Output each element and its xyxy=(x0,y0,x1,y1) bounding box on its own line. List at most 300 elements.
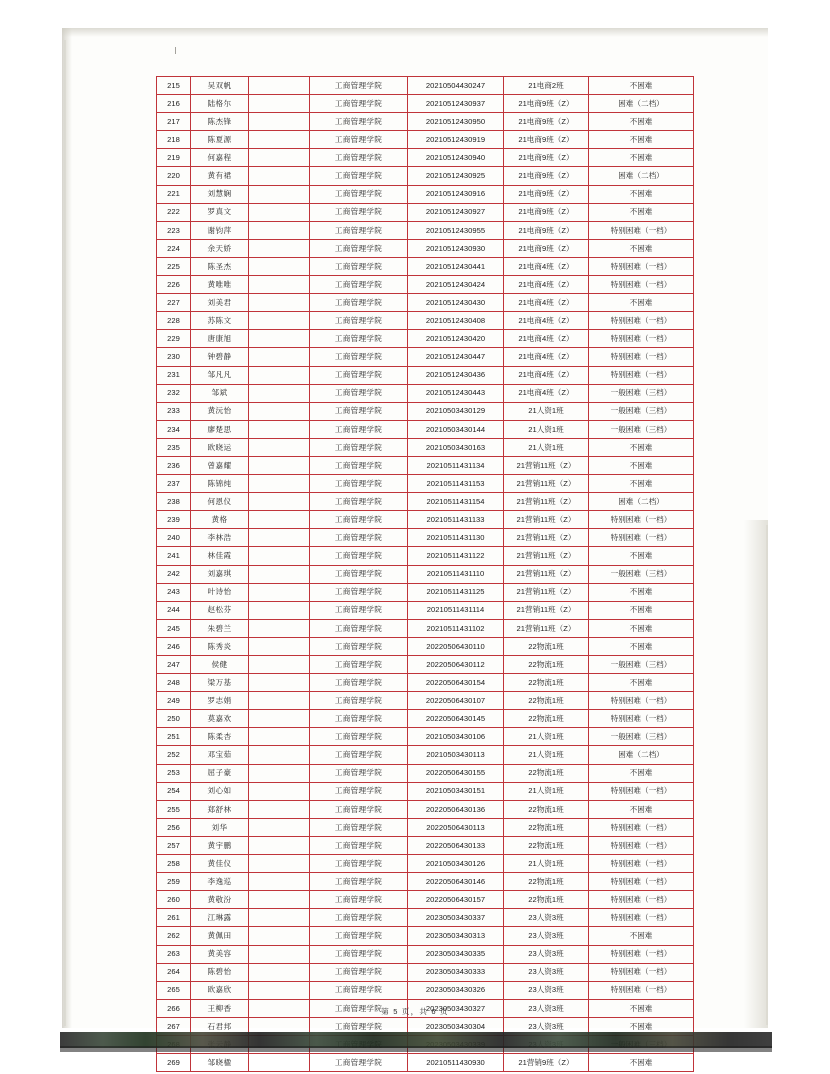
cell-department: 工商管理学院 xyxy=(310,294,408,312)
cell-blank xyxy=(249,583,310,601)
cell-department: 工商管理学院 xyxy=(310,402,408,420)
cell-class: 23人资3班 xyxy=(504,1017,589,1035)
cell-level: 困难（二档） xyxy=(589,493,694,511)
cell-name: 陈夏源 xyxy=(191,131,249,149)
table-row xyxy=(157,294,694,312)
cell-department: 工商管理学院 xyxy=(310,800,408,818)
cell-class: 22物流1班 xyxy=(504,764,589,782)
cell-name: 李逸巡 xyxy=(191,873,249,891)
cell-name: 陈圣杰 xyxy=(191,257,249,275)
cell-class: 21电商4班（Z） xyxy=(504,366,589,384)
cell-department: 工商管理学院 xyxy=(310,963,408,981)
cell-name: 黄宇鹏 xyxy=(191,836,249,854)
cell-department: 工商管理学院 xyxy=(310,203,408,221)
cell-class: 22物流1班 xyxy=(504,637,589,655)
cell-class: 23人资3班 xyxy=(504,981,589,999)
cell-blank xyxy=(249,239,310,257)
cell-index: 263 xyxy=(157,945,191,963)
cell-class: 21电商9班（Z） xyxy=(504,113,589,131)
cell-name: 苏陈文 xyxy=(191,312,249,330)
cell-blank xyxy=(249,185,310,203)
cell-department: 工商管理学院 xyxy=(310,692,408,710)
cell-department: 工商管理学院 xyxy=(310,619,408,637)
cell-index: 224 xyxy=(157,239,191,257)
cell-blank xyxy=(249,276,310,294)
cell-blank xyxy=(249,203,310,221)
cell-student-id: 20210512430424 xyxy=(408,276,504,294)
cell-level: 特别困难（一档） xyxy=(589,330,694,348)
cell-level: 特别困难（一档） xyxy=(589,782,694,800)
cell-student-id: 20220506430107 xyxy=(408,692,504,710)
table-row xyxy=(157,131,694,149)
cell-class: 21电商4班（Z） xyxy=(504,330,589,348)
cell-student-id: 20210511431133 xyxy=(408,511,504,529)
cell-department: 工商管理学院 xyxy=(310,95,408,113)
cell-level: 特别困难（一档） xyxy=(589,909,694,927)
cell-index: 215 xyxy=(157,77,191,95)
cell-department: 工商管理学院 xyxy=(310,746,408,764)
cell-name: 江琳露 xyxy=(191,909,249,927)
cell-blank xyxy=(249,746,310,764)
cell-blank xyxy=(249,131,310,149)
cell-blank xyxy=(249,619,310,637)
cell-name: 唐康旭 xyxy=(191,330,249,348)
cell-department: 工商管理学院 xyxy=(310,728,408,746)
table-row xyxy=(157,873,694,891)
cell-blank xyxy=(249,402,310,420)
cell-name: 王柳香 xyxy=(191,999,249,1017)
cell-department: 工商管理学院 xyxy=(310,836,408,854)
cell-level: 特别困难（一档） xyxy=(589,366,694,384)
cell-blank xyxy=(249,764,310,782)
cell-class: 21营销11班（Z） xyxy=(504,565,589,583)
cell-name: 林佳霞 xyxy=(191,547,249,565)
table-row xyxy=(157,818,694,836)
cell-blank xyxy=(249,366,310,384)
cell-department: 工商管理学院 xyxy=(310,1054,408,1072)
table-row xyxy=(157,366,694,384)
cell-index: 233 xyxy=(157,402,191,420)
cell-blank xyxy=(249,149,310,167)
cell-class: 21人资1班 xyxy=(504,438,589,456)
cell-student-id: 20210512430927 xyxy=(408,203,504,221)
cell-level: 不困难 xyxy=(589,203,694,221)
cell-department: 工商管理学院 xyxy=(310,583,408,601)
cell-name: 谢钧萍 xyxy=(191,221,249,239)
cell-class: 21营销11班（Z） xyxy=(504,547,589,565)
cell-level: 特别困难（一档） xyxy=(589,963,694,981)
cell-department: 工商管理学院 xyxy=(310,384,408,402)
cell-index: 246 xyxy=(157,637,191,655)
cell-student-id: 20210503430144 xyxy=(408,420,504,438)
cell-student-id: 20220506430110 xyxy=(408,637,504,655)
cell-class: 23人资3班 xyxy=(504,999,589,1017)
cell-level: 特别困难（一档） xyxy=(589,312,694,330)
cell-department: 工商管理学院 xyxy=(310,710,408,728)
cell-department: 工商管理学院 xyxy=(310,149,408,167)
table-row xyxy=(157,909,694,927)
cell-level: 不困难 xyxy=(589,637,694,655)
table-row xyxy=(157,330,694,348)
table-row xyxy=(157,601,694,619)
cell-index: 265 xyxy=(157,981,191,999)
pen-mark xyxy=(175,47,176,54)
cell-class: 21电商4班（Z） xyxy=(504,312,589,330)
cell-level: 不困难 xyxy=(589,438,694,456)
cell-name: 莫嘉欢 xyxy=(191,710,249,728)
cell-department: 工商管理学院 xyxy=(310,764,408,782)
cell-blank xyxy=(249,855,310,873)
cell-department: 工商管理学院 xyxy=(310,420,408,438)
cell-level: 特别困难（一档） xyxy=(589,818,694,836)
cell-blank xyxy=(249,656,310,674)
cell-index: 259 xyxy=(157,873,191,891)
cell-name: 余天娇 xyxy=(191,239,249,257)
cell-class: 21人资1班 xyxy=(504,728,589,746)
cell-index: 226 xyxy=(157,276,191,294)
table-row xyxy=(157,493,694,511)
cell-blank xyxy=(249,927,310,945)
table-row xyxy=(157,113,694,131)
cell-class: 21营销11班（Z） xyxy=(504,601,589,619)
cell-level: 不困难 xyxy=(589,619,694,637)
table-row xyxy=(157,619,694,637)
cell-blank xyxy=(249,637,310,655)
table-row xyxy=(157,674,694,692)
cell-name: 黄敬汾 xyxy=(191,891,249,909)
cell-department: 工商管理学院 xyxy=(310,475,408,493)
cell-department: 工商管理学院 xyxy=(310,601,408,619)
cell-student-id: 20210512430443 xyxy=(408,384,504,402)
cell-level: 不困难 xyxy=(589,583,694,601)
table-row xyxy=(157,945,694,963)
cell-department: 工商管理学院 xyxy=(310,873,408,891)
cell-name: 刘慧娴 xyxy=(191,185,249,203)
table-row xyxy=(157,276,694,294)
cell-index: 220 xyxy=(157,167,191,185)
table-row xyxy=(157,185,694,203)
cell-student-id: 20230503430326 xyxy=(408,981,504,999)
cell-class: 21电商4班（Z） xyxy=(504,348,589,366)
cell-name: 黄佳仪 xyxy=(191,855,249,873)
cell-blank xyxy=(249,674,310,692)
cell-class: 21人资1班 xyxy=(504,420,589,438)
cell-class: 21营销11班（Z） xyxy=(504,456,589,474)
cell-name: 邹凡凡 xyxy=(191,366,249,384)
cell-name: 罗志娟 xyxy=(191,692,249,710)
cell-name: 曾嘉耀 xyxy=(191,456,249,474)
cell-blank xyxy=(249,710,310,728)
cell-department: 工商管理学院 xyxy=(310,239,408,257)
cell-class: 21电商4班（Z） xyxy=(504,294,589,312)
cell-level: 不困难 xyxy=(589,456,694,474)
student-assistance-table xyxy=(156,76,694,1072)
cell-department: 工商管理学院 xyxy=(310,330,408,348)
cell-class: 21电商9班（Z） xyxy=(504,149,589,167)
cell-name: 黄格 xyxy=(191,511,249,529)
cell-level: 不困难 xyxy=(589,239,694,257)
cell-blank xyxy=(249,873,310,891)
table-row xyxy=(157,981,694,999)
table-row xyxy=(157,855,694,873)
cell-index: 247 xyxy=(157,656,191,674)
cell-class: 21电商9班（Z） xyxy=(504,95,589,113)
cell-student-id: 20210503430151 xyxy=(408,782,504,800)
cell-blank xyxy=(249,77,310,95)
cell-blank xyxy=(249,728,310,746)
cell-name: 刘华 xyxy=(191,818,249,836)
cell-level: 不困难 xyxy=(589,1017,694,1035)
cell-department: 工商管理学院 xyxy=(310,456,408,474)
cell-index: 260 xyxy=(157,891,191,909)
cell-name: 陈锦纯 xyxy=(191,475,249,493)
cell-student-id: 20210512430436 xyxy=(408,366,504,384)
cell-index: 264 xyxy=(157,963,191,981)
cell-name: 叶诗怡 xyxy=(191,583,249,601)
cell-name: 陈杰锋 xyxy=(191,113,249,131)
cell-blank xyxy=(249,167,310,185)
cell-blank xyxy=(249,113,310,131)
cell-name: 黄美容 xyxy=(191,945,249,963)
cell-index: 217 xyxy=(157,113,191,131)
cell-blank xyxy=(249,547,310,565)
cell-index: 237 xyxy=(157,475,191,493)
table-row xyxy=(157,583,694,601)
cell-student-id: 20210511431125 xyxy=(408,583,504,601)
cell-class: 21电商4班（Z） xyxy=(504,257,589,275)
cell-blank xyxy=(249,601,310,619)
cell-level: 不困难 xyxy=(589,294,694,312)
cell-class: 22物流1班 xyxy=(504,800,589,818)
table-row xyxy=(157,77,694,95)
cell-name: 石君邦 xyxy=(191,1017,249,1035)
cell-class: 21人资1班 xyxy=(504,402,589,420)
cell-blank xyxy=(249,945,310,963)
cell-department: 工商管理学院 xyxy=(310,185,408,203)
cell-student-id: 20210512430930 xyxy=(408,239,504,257)
cell-index: 234 xyxy=(157,420,191,438)
cell-department: 工商管理学院 xyxy=(310,348,408,366)
cell-student-id: 20210511431122 xyxy=(408,547,504,565)
table-row xyxy=(157,656,694,674)
scanner-dark-band-lower xyxy=(60,1046,772,1052)
cell-index: 221 xyxy=(157,185,191,203)
cell-student-id: 20210512430940 xyxy=(408,149,504,167)
cell-class: 22物流1班 xyxy=(504,891,589,909)
cell-student-id: 20230503430337 xyxy=(408,909,504,927)
cell-student-id: 20210511431110 xyxy=(408,565,504,583)
cell-student-id: 20220506430112 xyxy=(408,656,504,674)
cell-name: 吴双帆 xyxy=(191,77,249,95)
cell-index: 256 xyxy=(157,818,191,836)
cell-student-id: 20210503430129 xyxy=(408,402,504,420)
cell-department: 工商管理学院 xyxy=(310,77,408,95)
table-row xyxy=(157,1054,694,1072)
cell-class: 21营销9班（Z） xyxy=(504,1054,589,1072)
cell-blank xyxy=(249,348,310,366)
cell-blank xyxy=(249,330,310,348)
table-row xyxy=(157,728,694,746)
cell-student-id: 20210503430113 xyxy=(408,746,504,764)
cell-class: 21电商4班（Z） xyxy=(504,276,589,294)
cell-class: 21电商9班（Z） xyxy=(504,131,589,149)
cell-level: 困难（二档） xyxy=(589,746,694,764)
cell-blank xyxy=(249,493,310,511)
cell-level: 不困难 xyxy=(589,764,694,782)
cell-index: 219 xyxy=(157,149,191,167)
cell-class: 21电商9班（Z） xyxy=(504,239,589,257)
cell-index: 254 xyxy=(157,782,191,800)
cell-student-id: 20210503430126 xyxy=(408,855,504,873)
cell-name: 黄有裙 xyxy=(191,167,249,185)
cell-class: 21人资1班 xyxy=(504,782,589,800)
cell-student-id: 20210511431153 xyxy=(408,475,504,493)
cell-student-id: 20210511431134 xyxy=(408,456,504,474)
cell-level: 特别困难（一档） xyxy=(589,981,694,999)
cell-student-id: 20210512430430 xyxy=(408,294,504,312)
cell-index: 225 xyxy=(157,257,191,275)
table-row xyxy=(157,710,694,728)
cell-student-id: 20210512430925 xyxy=(408,167,504,185)
cell-index: 241 xyxy=(157,547,191,565)
cell-index: 236 xyxy=(157,456,191,474)
cell-class: 21营销11班（Z） xyxy=(504,619,589,637)
cell-index: 240 xyxy=(157,529,191,547)
cell-level: 特别困难（一档） xyxy=(589,945,694,963)
cell-index: 245 xyxy=(157,619,191,637)
cell-index: 238 xyxy=(157,493,191,511)
table-row xyxy=(157,511,694,529)
cell-student-id: 20230503430304 xyxy=(408,1017,504,1035)
cell-index: 230 xyxy=(157,348,191,366)
table-row xyxy=(157,95,694,113)
cell-class: 22物流1班 xyxy=(504,674,589,692)
cell-department: 工商管理学院 xyxy=(310,999,408,1017)
cell-blank xyxy=(249,294,310,312)
cell-class: 22物流1班 xyxy=(504,692,589,710)
cell-student-id: 20220506430136 xyxy=(408,800,504,818)
cell-blank xyxy=(249,565,310,583)
cell-student-id: 20220506430155 xyxy=(408,764,504,782)
cell-level: 特别困难（一档） xyxy=(589,836,694,854)
cell-index: 243 xyxy=(157,583,191,601)
table-body xyxy=(157,77,694,1072)
table-row xyxy=(157,438,694,456)
cell-blank xyxy=(249,95,310,113)
cell-department: 工商管理学院 xyxy=(310,945,408,963)
cell-name: 罗真文 xyxy=(191,203,249,221)
cell-level: 特别困难（一档） xyxy=(589,891,694,909)
cell-index: 218 xyxy=(157,131,191,149)
cell-blank xyxy=(249,221,310,239)
cell-name: 陈秀炎 xyxy=(191,637,249,655)
cell-class: 21营销11班（Z） xyxy=(504,475,589,493)
cell-class: 21人资1班 xyxy=(504,746,589,764)
cell-student-id: 20210512430950 xyxy=(408,113,504,131)
cell-class: 21电商9班（Z） xyxy=(504,221,589,239)
cell-level: 特别困难（一档） xyxy=(589,348,694,366)
cell-index: 228 xyxy=(157,312,191,330)
cell-student-id: 20210511431130 xyxy=(408,529,504,547)
cell-level: 不困难 xyxy=(589,77,694,95)
cell-department: 工商管理学院 xyxy=(310,981,408,999)
cell-level: 不困难 xyxy=(589,185,694,203)
table-row xyxy=(157,836,694,854)
cell-level: 特别困难（一档） xyxy=(589,873,694,891)
cell-index: 232 xyxy=(157,384,191,402)
cell-class: 22物流1班 xyxy=(504,710,589,728)
cell-index: 255 xyxy=(157,800,191,818)
cell-name: 何恩仪 xyxy=(191,493,249,511)
cell-name: 何嘉程 xyxy=(191,149,249,167)
cell-department: 工商管理学院 xyxy=(310,818,408,836)
cell-department: 工商管理学院 xyxy=(310,276,408,294)
cell-student-id: 20210512430447 xyxy=(408,348,504,366)
cell-level: 一般困难（三档） xyxy=(589,420,694,438)
cell-student-id: 20210512430441 xyxy=(408,257,504,275)
table-row xyxy=(157,312,694,330)
cell-class: 23人资3班 xyxy=(504,927,589,945)
cell-blank xyxy=(249,800,310,818)
cell-name: 赵松芬 xyxy=(191,601,249,619)
cell-level: 特别困难（一档） xyxy=(589,710,694,728)
table-row xyxy=(157,891,694,909)
cell-name: 邹晓楹 xyxy=(191,1054,249,1072)
cell-index: 239 xyxy=(157,511,191,529)
cell-student-id: 20220506430113 xyxy=(408,818,504,836)
cell-level: 一般困难（三档） xyxy=(589,656,694,674)
cell-index: 227 xyxy=(157,294,191,312)
cell-department: 工商管理学院 xyxy=(310,565,408,583)
table-row xyxy=(157,420,694,438)
cell-student-id: 20220506430146 xyxy=(408,873,504,891)
cell-index: 257 xyxy=(157,836,191,854)
cell-name: 黄佩田 xyxy=(191,927,249,945)
cell-department: 工商管理学院 xyxy=(310,1017,408,1035)
cell-student-id: 20230503430335 xyxy=(408,945,504,963)
cell-student-id: 20210511431154 xyxy=(408,493,504,511)
cell-name: 刘心如 xyxy=(191,782,249,800)
cell-student-id: 20230503430333 xyxy=(408,963,504,981)
cell-level: 不困难 xyxy=(589,927,694,945)
cell-department: 工商管理学院 xyxy=(310,257,408,275)
cell-blank xyxy=(249,475,310,493)
cell-index: 262 xyxy=(157,927,191,945)
table-row xyxy=(157,746,694,764)
table-row xyxy=(157,475,694,493)
table-row xyxy=(157,149,694,167)
table-row xyxy=(157,402,694,420)
cell-name: 李林浩 xyxy=(191,529,249,547)
table-row xyxy=(157,348,694,366)
cell-index: 251 xyxy=(157,728,191,746)
cell-student-id: 20210503430163 xyxy=(408,438,504,456)
paper-edge-shadow-top xyxy=(62,28,768,37)
cell-department: 工商管理学院 xyxy=(310,927,408,945)
table-row xyxy=(157,764,694,782)
cell-name: 钟碧静 xyxy=(191,348,249,366)
cell-name: 郑舒林 xyxy=(191,800,249,818)
cell-student-id: 20210512430919 xyxy=(408,131,504,149)
cell-name: 刘嘉琪 xyxy=(191,565,249,583)
cell-blank xyxy=(249,511,310,529)
cell-class: 21营销11班（Z） xyxy=(504,511,589,529)
cell-department: 工商管理学院 xyxy=(310,113,408,131)
scan-artifact-line-right xyxy=(766,525,768,1025)
cell-class: 23人资3班 xyxy=(504,963,589,981)
cell-blank xyxy=(249,909,310,927)
cell-class: 22物流1班 xyxy=(504,873,589,891)
